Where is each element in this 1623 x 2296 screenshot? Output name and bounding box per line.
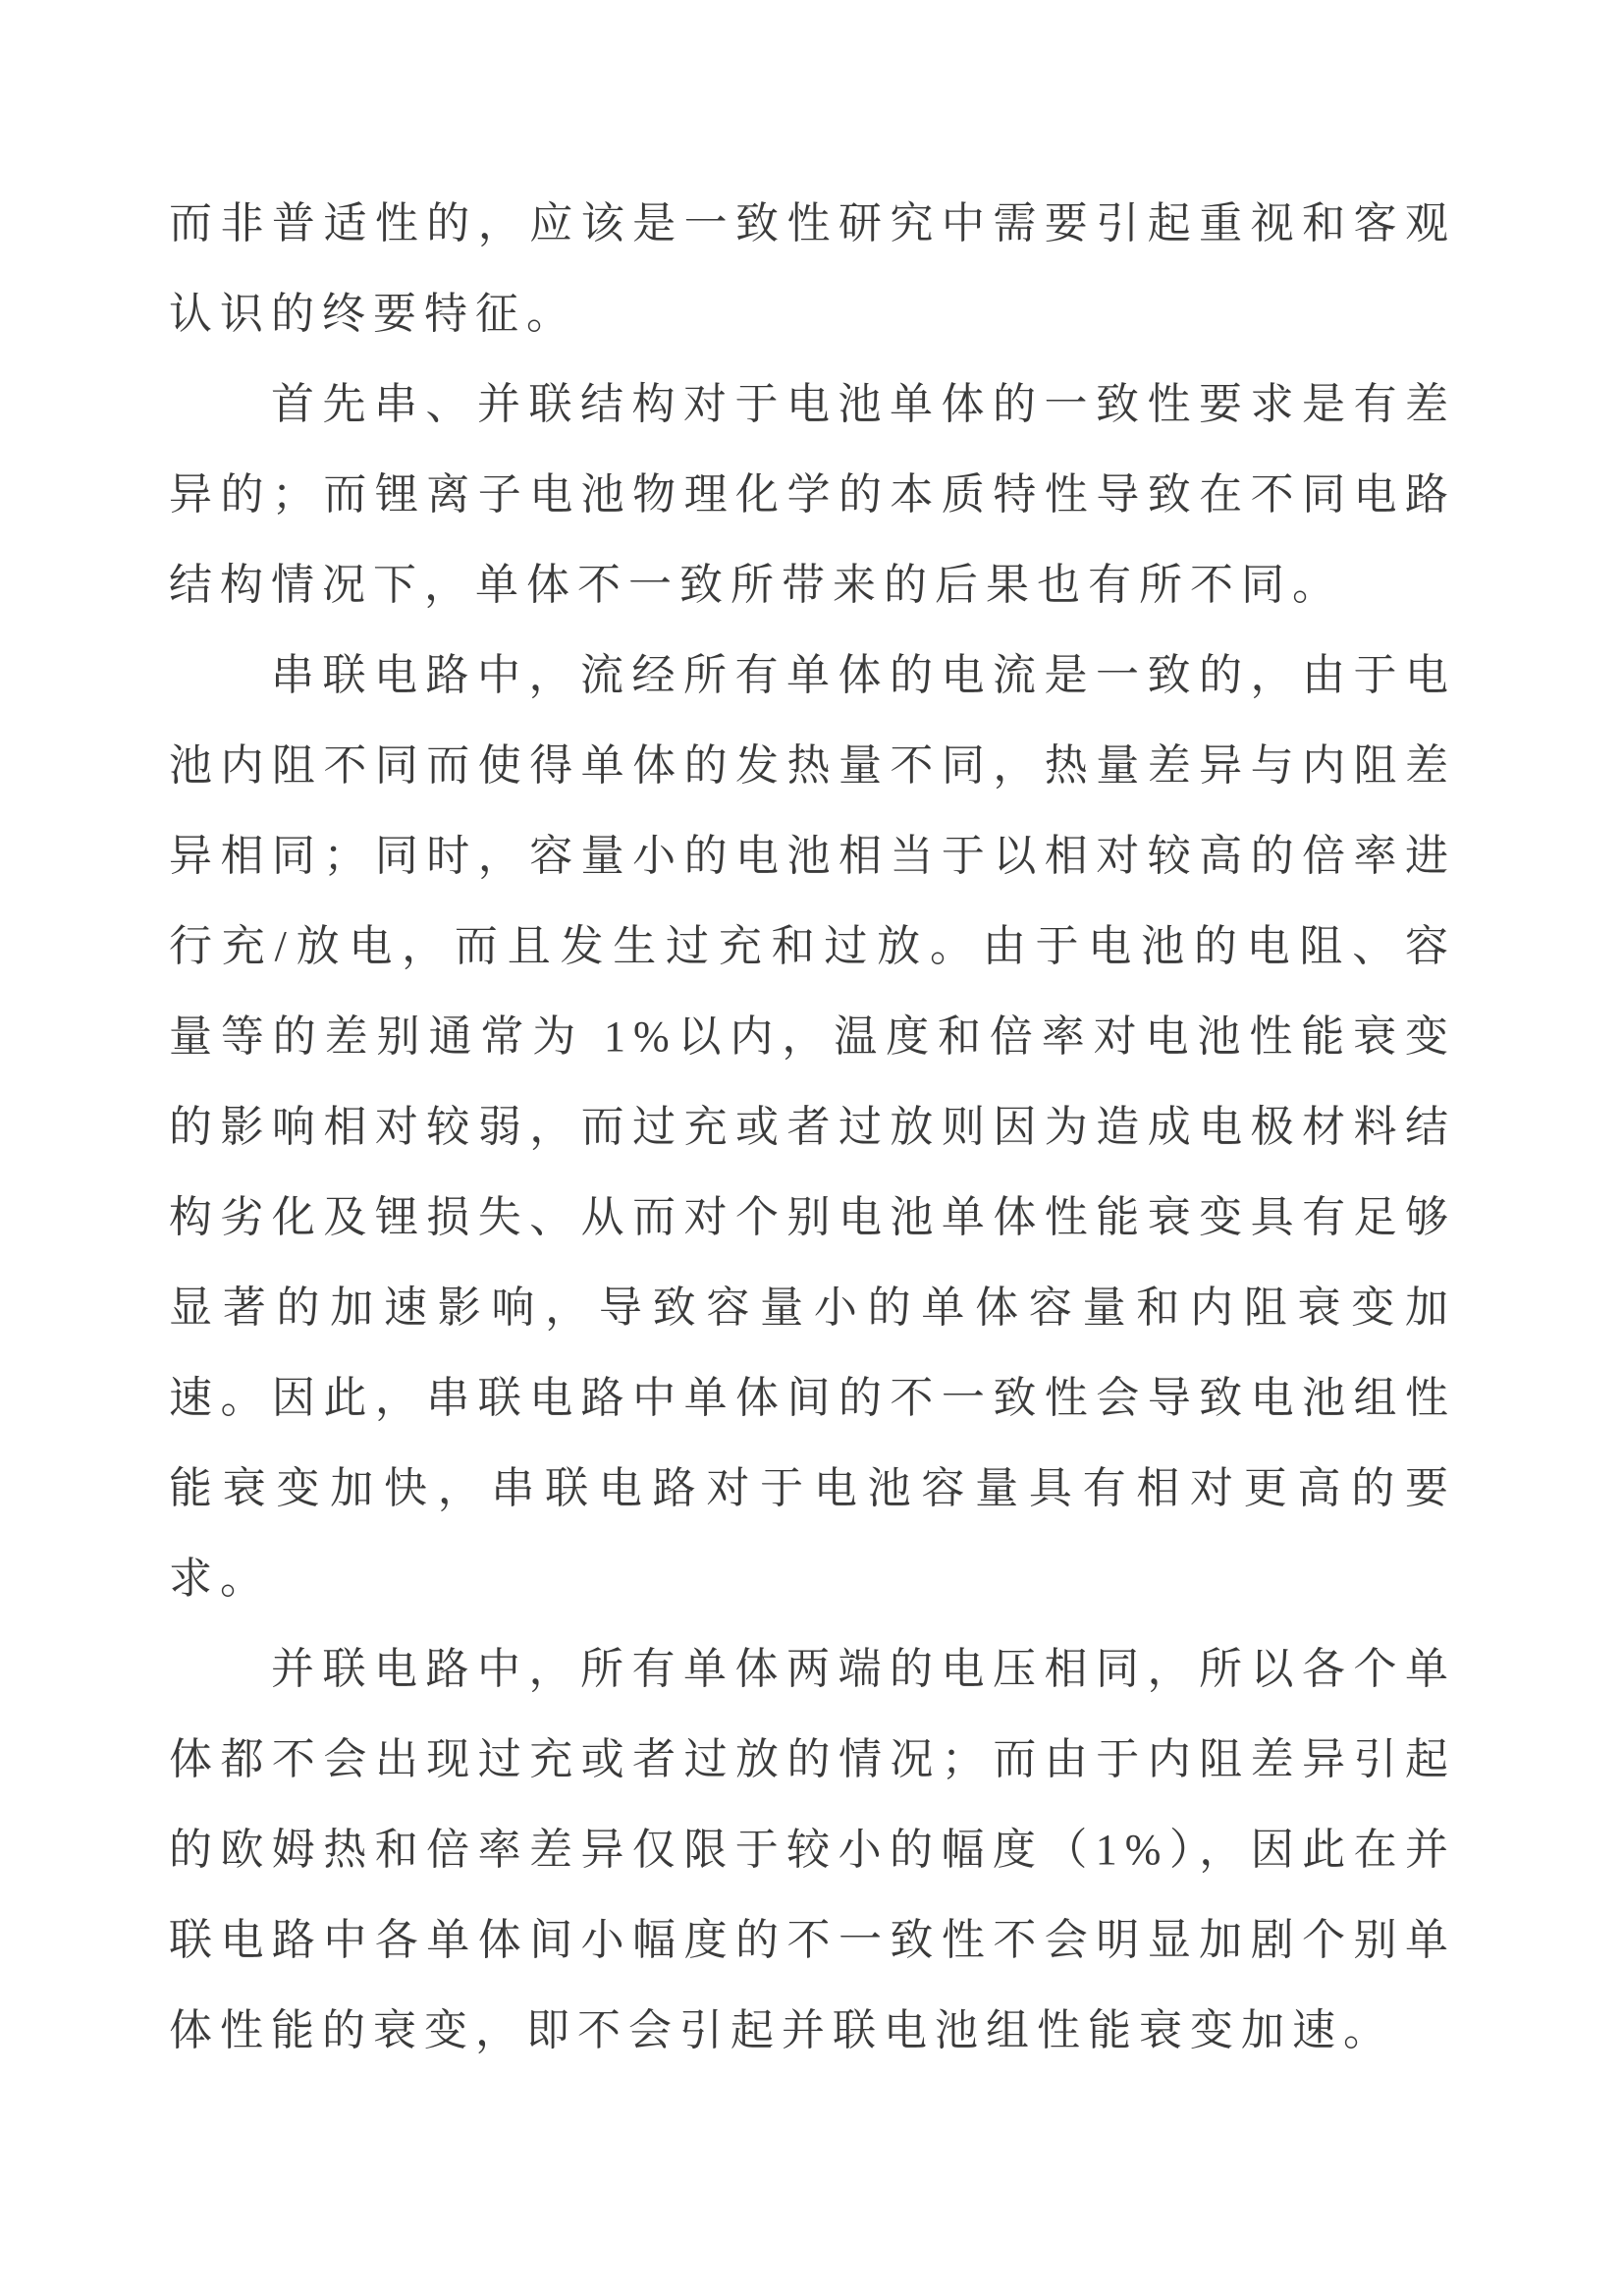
- paragraph: 而非普适性的，应该是一致性研究中需要引起重视和客观认识的终要特征。: [169, 199, 1456, 338]
- paragraph: 并联电路中，所有单体两端的电压相同，所以各个单体都不会出现过充或者过放的情况；而由于内阻差异引起的欧姆热和倍率差异仅限于较小的幅度（1%），因此在并联电路中各单体间小幅度的不一致性不会明显加剧个别单体性能的衰变，即不会引起并联电池组性能衰变加速。: [169, 1645, 1456, 2054]
- paragraph: 串联电路中，流经所有单体的电流是一致的，由于电池内阻不同而使得单体的发热量不同，热量差异与内阻差异相同；同时，容量小的电池相当于以相对较高的倍率进行充/放电，而且发生过充和过放。由于电池的电阻、容量等的差别通常为 1%以内，温度和倍率对电池性能衰变的影响相对较弱，而过充或者过放则因为造成电极材料结构劣化及锂损失、从而对个别电池单体性能衰变具有足够显著的加速影响，导致容量小的单体容量和内阻衰变加速。因此，串联电路中单体间的不一致性会导致电池组性能衰变加快，串联电路对于电池容量具有相对更高的要求。: [169, 651, 1456, 1603]
- paragraph: 首先串、并联结构对于电池单体的一致性要求是有差异的；而锂离子电池物理化学的本质特性导致在不同电路结构情况下，单体不一致所带来的后果也有所不同。: [169, 380, 1456, 609]
